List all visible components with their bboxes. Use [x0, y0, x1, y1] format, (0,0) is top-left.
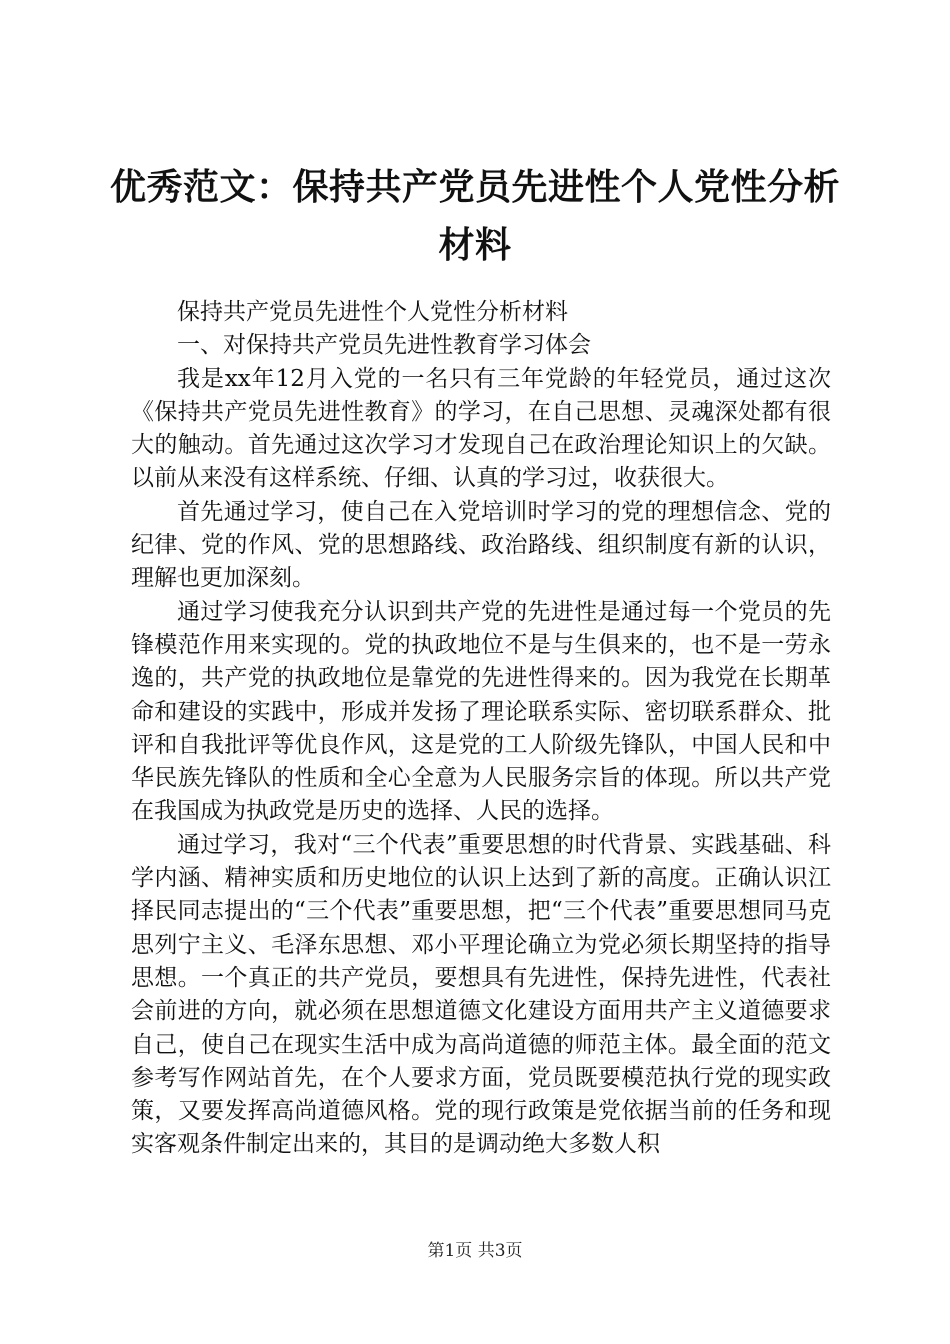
paragraph: 通过学习使我充分认识到共产党的先进性是通过每一个党员的先锋模范作用来实现的。党的执政地位不是与生俱来的，也不是一劳永逸的，共产党的执政地位是靠党的先进性得来的。因为我党在长期革命和建设的实践中，形成并发扬了理论联系实际、密切联系群众、批评和自我批评等优良作风，这是党的工人阶级先锋队，中国人民和中华民族先锋队的性质和全心全意为人民服务宗旨的体现。所以共产党在我国成为执政党是历史的选择、人民的选择。	[131, 598, 831, 825]
paragraph: 我是xx年12月入党的一名只有三年党龄的年轻党员，通过这次《保持共产党员先进性教育》的学习，在自己思想、灵魂深处都有很大的触动。首先通过这次学习才发现自己在政治理论知识上的欠缺。以前从来没有这样系统、仔细、认真的学习过，收获很大。	[131, 365, 831, 492]
document-subtitle: 保持共产党员先进性个人党性分析材料	[177, 299, 568, 325]
paragraph: 通过学习，我对“三个代表”重要思想的时代背景、实践基础、科学内涵、精神实质和历史地位的认识上达到了新的高度。正确认识江择民同志提出的“三个代表”重要思想，把“三个代表”重要思想同马克思列宁主义、毛泽东思想、邓小平理论确立为党必须长期坚持的指导思想。一个真正的共产党员，要想具有先进性，保持先进性，代表社会前进的方向，就必须在思想道德文化建设方面用共产主义道德要求自己，使自己在现实生活中成为高尚道德的师范主体。最全面的范文参考写作网站首先，在个人要求方面，党员既要模范执行党的现实政策，又要发挥高尚道德风格。党的现行政策是党依据当前的任务和现实客观条件制定出来的，其目的是调动绝大多数人积	[131, 831, 831, 1158]
document-body	[131, 296, 831, 1162]
paragraph: 首先通过学习，使自己在入党培训时学习的党的理想信念、党的纪律、党的作风、党的思想路线、政治路线、组织制度有新的认识，理解也更加深刻。	[131, 498, 831, 592]
section-heading: 一、对保持共产党员先进性教育学习体会	[177, 332, 591, 359]
document-title: 优秀范文：保持共产党员先进性个人党性分析材料	[110, 166, 841, 266]
page-number: 第1页 共3页	[427, 1241, 523, 1261]
